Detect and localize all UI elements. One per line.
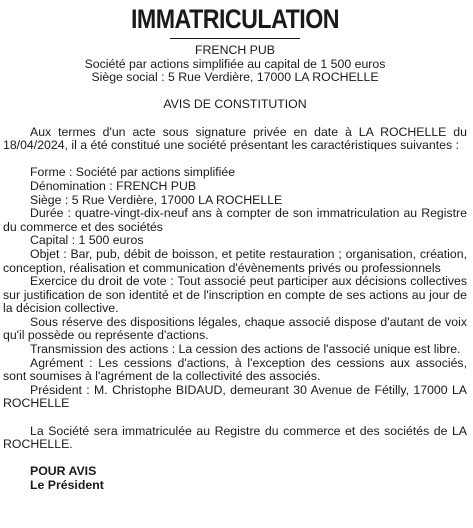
closing-paragraph: La Société sera immatriculée au Registre du commerce et des sociétés de LA ROCHELLE. [3,423,467,452]
item-denomination: Dénomination : FRENCH PUB [30,178,197,193]
item-seat: Siège : 5 Rue Verdière, 17000 LA ROCHELLE [30,192,283,207]
company-legal-form: Société par actions simplifiée au capital de 1 500 euros [84,56,386,71]
intro-paragraph: Aux termes d'un acte sous signature privée en date à LA ROCHELLE du 18/04/2024, il a été constitué une société présentant les caractéristiques suivantes : [3,124,467,153]
item-purpose: Objet : Bar, pub, débit de boisson, et petite restauration ; organisation, création, conception, réalisation et communication d'évènements privés ou professionnels [3,246,467,275]
item-votes: Sous réserve des dispositions légales, chaque associé dispose d'autant de voix qu'il possède ou représente d'actions. [3,314,467,343]
item-form: Forme : Société par actions simplifiée [30,165,236,180]
company-seat: Siège social : 5 Rue Verdière, 17000 LA ROCHELLE [91,70,379,85]
item-share-transfer: Transmission des actions : La cession des actions de l'associé unique est libre. [30,342,461,357]
item-duration: Durée : quatre-vingt-dix-neuf ans à compter de son immatriculation au Registre du commerce et des sociétés [3,206,467,234]
notice-title: IMMATRICULATION [130,4,340,34]
signature-line-2: Le Président [30,478,104,492]
notice-body [3,126,467,452]
item-approval: Agrément : Les cessions d'actions, à l'exception des cessions aux associés, sont soumises à l'agrément de la collectivité des associés. [3,355,467,384]
signature-line-1: POUR AVIS [30,464,97,479]
company-name: FRENCH PUB [195,43,275,57]
notice-heading: AVIS DE CONSTITUTION [163,97,307,112]
item-voting-right: Exercice du droit de vote : Tout associé peut participer aux décisions collectives sur justification de son identité et de l'inscription en compte de ses actions au jour de la décision collective. [3,274,467,316]
item-capital: Capital : 1 500 euros [30,233,144,248]
item-president: Président : M. Christophe BIDAUD, demeurant 30 Avenue de Fétilly, 17000 LA ROCHELLE [3,382,467,411]
